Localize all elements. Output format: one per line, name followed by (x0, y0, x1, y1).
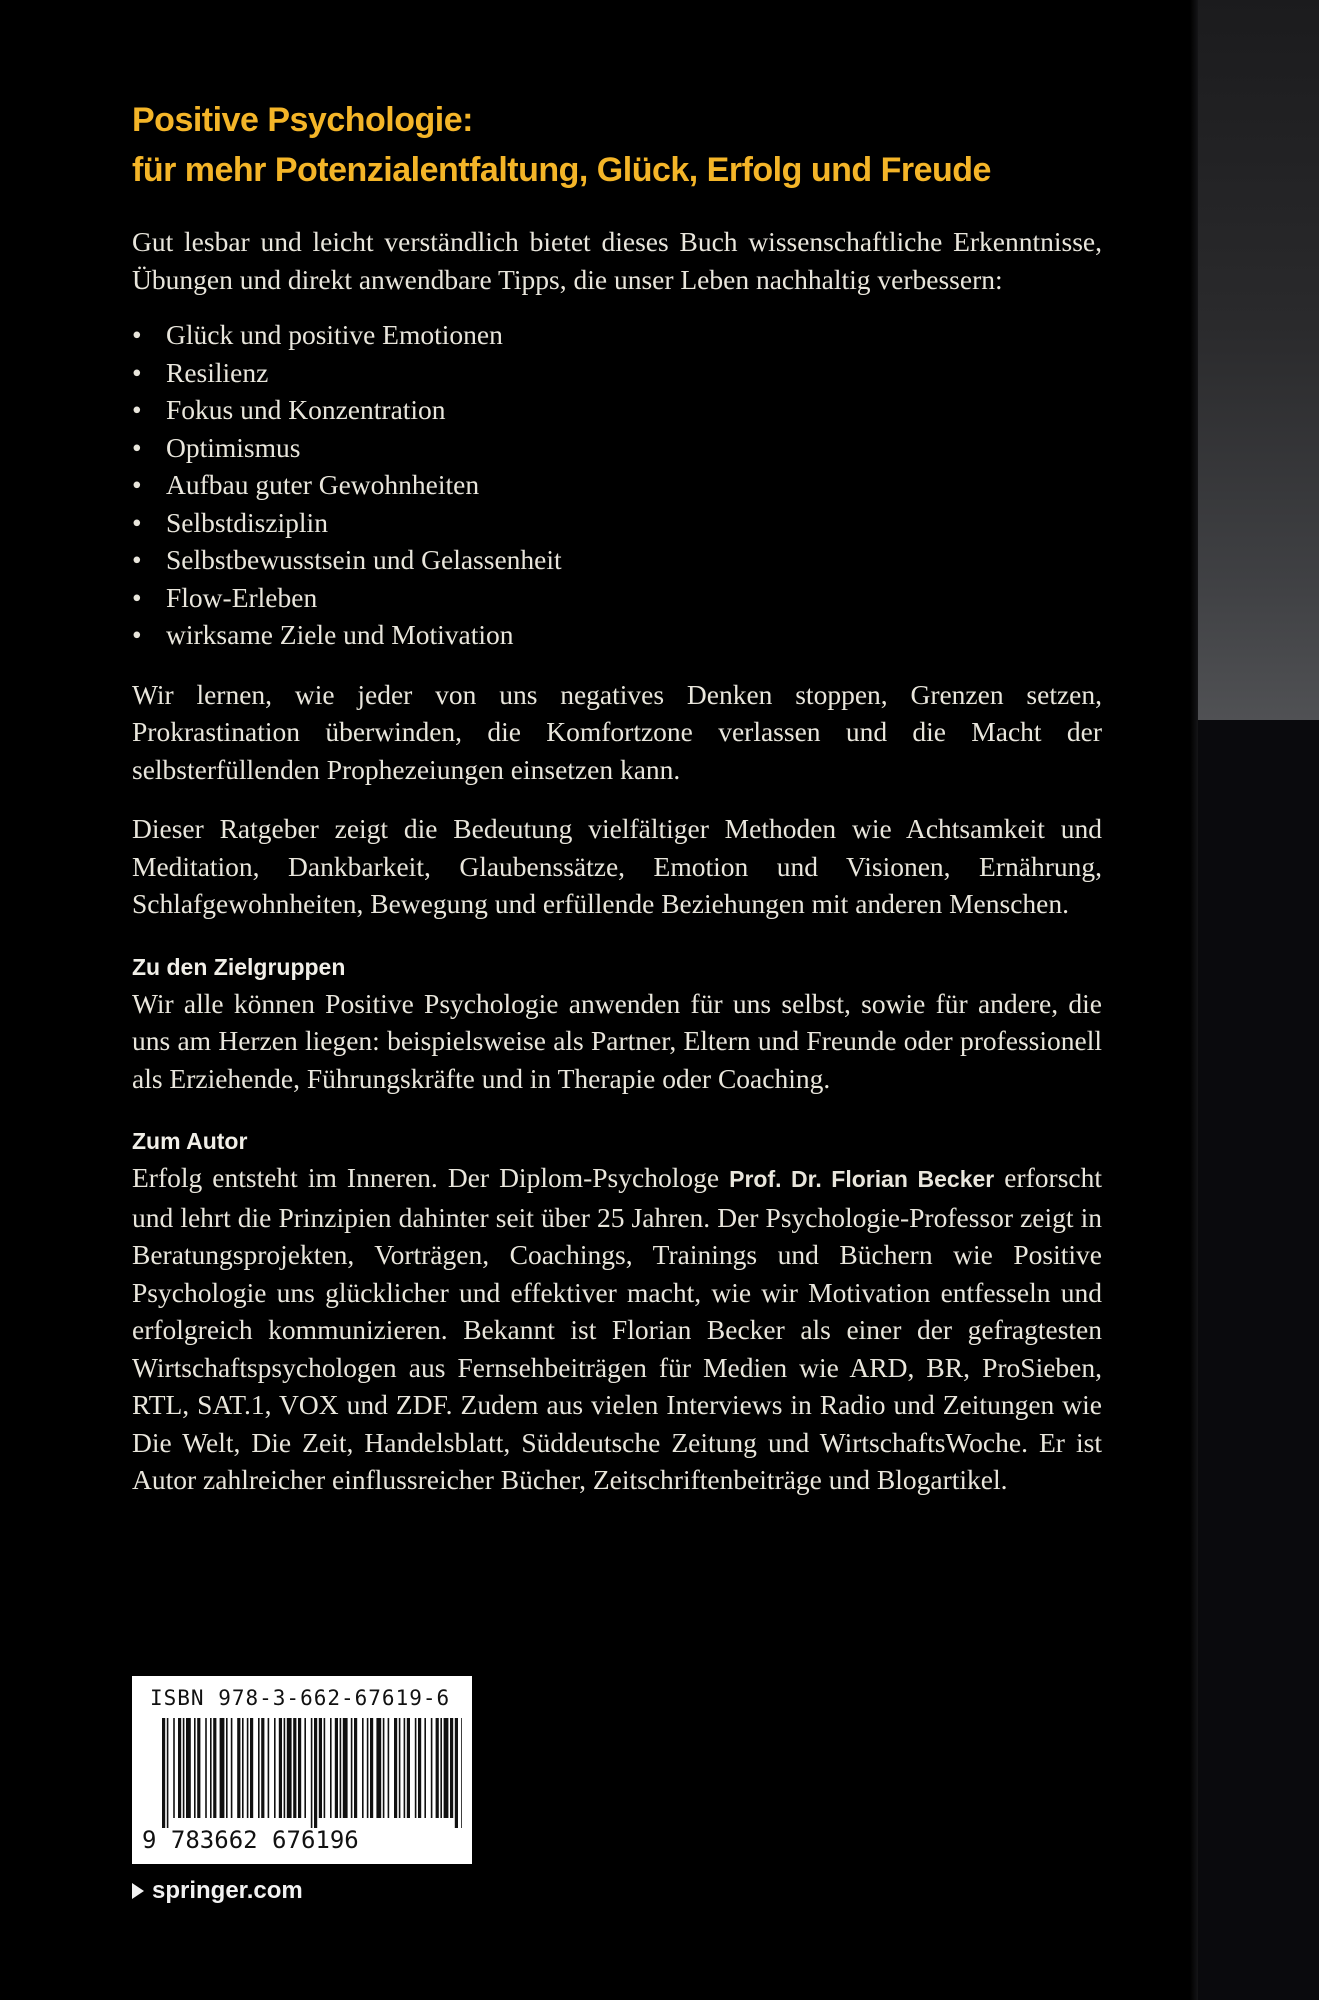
barcode-bar (304, 1718, 306, 1818)
barcode-bar (314, 1718, 317, 1828)
barcode-bar (287, 1718, 292, 1818)
barcode-bar (284, 1718, 286, 1818)
barcode-bar (376, 1718, 381, 1818)
list-item: • Selbstdisziplin (132, 504, 1102, 542)
publisher-website[interactable] (132, 1876, 303, 1906)
barcode-bar (173, 1718, 175, 1818)
barcode-bar (226, 1718, 228, 1818)
barcode-bar (394, 1718, 397, 1818)
spine-lower-panel (1196, 720, 1319, 2000)
barcode-bar (450, 1718, 453, 1818)
barcode-bar (162, 1718, 165, 1828)
author-heading: Zum Autor (132, 1128, 248, 1154)
barcode-bar (351, 1718, 353, 1818)
barcode-bar (370, 1718, 373, 1818)
barcode-bar (279, 1718, 282, 1818)
barcode-bar (274, 1718, 276, 1818)
barcode-bar (424, 1718, 426, 1818)
guide-paragraph: Dieser Ratgeber zeigt die Bedeutung vielfältiger Methoden wie Achtsamkeit und Meditation, Dankbarkeit, Glaubenssätze, Emotion und Visionen, Ernährung, Schlafgewohnheiten, Bewegung und erfüllende Beziehungen mit anderen Menschen. (132, 813, 1102, 919)
methods-paragraph: Wir lernen, wie jeder von uns negatives Denken stoppen, Grenzen setzen, Prokrastination überwinden, die Komfortzone verlassen und die Macht der selbsterfüllenden Prophezeiungen einsetzen kann. (132, 678, 1102, 785)
list-item: • Aufbau guter Gewohnheiten (132, 466, 1102, 504)
barcode-bar (399, 1718, 401, 1818)
barcode-bar (455, 1718, 458, 1828)
barcode-bar (444, 1718, 449, 1818)
headline-line-2: für mehr Potenzialentfaltung, Glück, Erfolg und Freude (132, 151, 991, 189)
barcode-bar (415, 1718, 417, 1818)
author-text-body: erforscht und lehrt die Prinzipien dahinter seit über 25 Jahren. Der Psychologie-Professor zeigt in Beratungsprojekten, Vorträgen, Coachings, Trainings und Büchern wie Positive Psychologie uns glücklicher und effektiver macht, wie wir Motivation entfesseln und erfolgreich kommunizieren. Bekannt ist Florian Becker als einer der gefragtesten Wirtschaftspsychologen aus Fernsehbeiträgen für Medien wie ARD, BR, ProSieben, RTL, SAT.1, VOX und ZDF. Zudem aus vielen Interviews in Radio und Zeitungen wie Die Welt, Die Zeit, Handelsblatt, Süddeutsche Zeitung und WirtschaftsWoche. Er ist Autor zahlreicher einflussreicher Bücher, Zeitschriftenbeiträge und Blogartikel. (132, 1162, 1102, 1495)
barcode-bar (250, 1718, 253, 1818)
barcode-bar (330, 1718, 332, 1818)
barcode-bar (247, 1718, 249, 1818)
barcode-bar (383, 1718, 385, 1818)
isbn-barcode (132, 1676, 472, 1864)
barcode-bar (213, 1718, 216, 1818)
barcode-bar (388, 1718, 390, 1818)
barcode-bar (178, 1718, 181, 1818)
list-item: • Optimismus (132, 429, 1102, 467)
barcode-bar (258, 1718, 260, 1818)
triangle-arrow-icon (132, 1883, 144, 1899)
barcode-bar (362, 1718, 364, 1818)
list-item: • wirksame Ziele und Motivation (132, 616, 1102, 654)
headline-line-1: Positive Psychologie: (132, 101, 473, 139)
barcode-bar (197, 1718, 200, 1818)
headline (132, 95, 1102, 195)
barcode-bar (367, 1718, 369, 1818)
list-item: • Resilienz (132, 354, 1102, 392)
barcode-bar (167, 1718, 169, 1828)
barcode-bar (237, 1718, 240, 1818)
barcode-bar (231, 1718, 233, 1818)
isbn-number: ISBN 978-3-662-67619-6 (150, 1686, 451, 1710)
target-paragraph: Wir alle können Positive Psychologie anwenden für uns selbst, sowie für andere, die uns am Herzen liegen: beispielsweise als Partner, Eltern und Freunde oder professionell als Erziehende, Führungskräfte und in Therapie oder Coaching. (132, 987, 1102, 1094)
barcode-bar (242, 1718, 244, 1818)
barcode-bars (162, 1718, 462, 1828)
author-text-intro: Erfolg entsteht im Inneren. Der Diplom-Psychologe (132, 1162, 730, 1193)
barcode-bar (205, 1718, 207, 1818)
barcode-bar (461, 1718, 462, 1828)
list-item: • Fokus und Konzentration (132, 391, 1102, 429)
barcode-bar (324, 1718, 326, 1818)
barcode-bar (298, 1718, 301, 1818)
barcode-bar (268, 1718, 270, 1818)
author-name: Prof. Dr. Florian Becker (729, 1166, 995, 1192)
barcode-bar (340, 1718, 342, 1818)
spine-edge (1190, 0, 1198, 2000)
barcode-bar (293, 1718, 296, 1818)
list-item: • Selbstbewusstsein und Gelassenheit (132, 541, 1102, 579)
barcode-bar (431, 1718, 433, 1818)
barcode-bar (354, 1718, 357, 1818)
barcode-bar (404, 1718, 406, 1818)
barcode-bar (186, 1718, 191, 1818)
barcode-bar (311, 1718, 313, 1828)
ean-digits: 9 783662 676196 (142, 1826, 359, 1854)
barcode-bar (436, 1718, 439, 1818)
author-paragraph (132, 1159, 1102, 1499)
spine-gradient-panel (1196, 0, 1319, 720)
topic-list (132, 316, 1102, 654)
barcode-bar (440, 1718, 442, 1818)
barcode-bar (319, 1718, 322, 1818)
list-item: • Flow-Erleben (132, 579, 1102, 617)
cover-text (132, 95, 1102, 1499)
barcode-bar (418, 1718, 421, 1818)
target-heading: Zu den Zielgruppen (132, 953, 346, 980)
barcode-bar (261, 1718, 264, 1818)
barcode-bar (335, 1718, 338, 1818)
barcode-bar (183, 1718, 185, 1818)
intro-paragraph: Gut lesbar und leicht verständlich bietet dieses Buch wissenschaftliche Erkenntnisse, Übungen und direkt anwendbare Tipps, die unser Leben nachhaltig verbessern: (132, 226, 1102, 295)
barcode-bar (210, 1718, 212, 1818)
barcode-bar (343, 1718, 348, 1818)
barcode-bar (407, 1718, 410, 1818)
barcode-bar (194, 1718, 196, 1818)
barcode-bar (220, 1718, 225, 1818)
website-label: springer.com (152, 1877, 303, 1904)
list-item: • Glück und positive Emotionen (132, 316, 1102, 354)
